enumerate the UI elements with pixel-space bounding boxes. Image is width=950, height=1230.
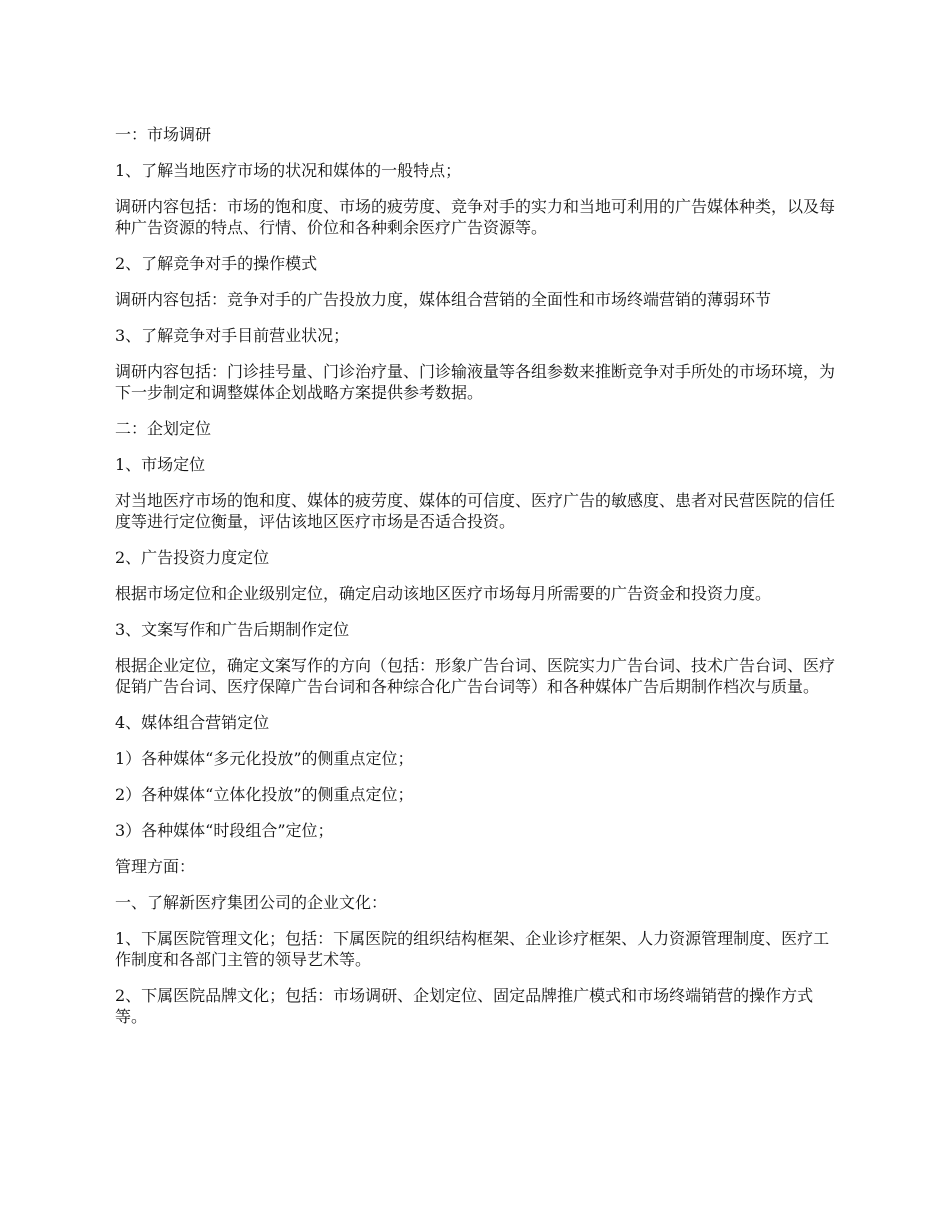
paragraph-copywriting-body: 根据企业定位，确定文案写作的方向（包括：形象广告台词、医院实力广告台词、技术广告台词、医疗促销广告台词、医疗保障广告台词和各种综合化广告台词等）和各种媒体广告后期制作档次与质量。 [115,656,836,696]
paragraph-corporate-culture: 一、了解新医疗集团公司的企业文化： [115,893,388,912]
paragraph-brand-culture: 2、下属医院品牌文化；包括：市场调研、企划定位、固定品牌推广模式和市场终端销营的操作方式等。 [115,986,814,1026]
paragraph-item-2: 2、了解竞争对手的操作模式 [115,254,318,273]
paragraph-research-content-1: 调研内容包括：市场的饱和度、市场的疲劳度、竞争对手的实力和当地可利用的广告媒体种类，以及每种广告资源的特点、行情、价位和各种剩余医疗广告资源等。 [115,197,836,237]
section-heading-planning-positioning: 二：企划定位 [115,419,212,438]
section-heading-market-research: 一：市场调研 [115,125,212,144]
paragraph-market-positioning-body: 对当地医疗市场的饱和度、媒体的疲劳度、媒体的可信度、医疗广告的敏感度、患者对民营医院的信任度等进行定位衡量，评估该地区医疗市场是否适合投资。 [115,491,836,531]
paragraph-management-culture: 1、下属医院管理文化；包括：下属医院的组织结构框架、企业诊疗框架、人力资源管理制度、医疗工作制度和各部门主管的领导艺术等。 [115,929,830,969]
paragraph-item-3: 3、了解竞争对手目前营业状况； [115,326,350,345]
paragraph-ad-investment-body: 根据市场定位和企业级别定位，确定启动该地区医疗市场每月所需要的广告资金和投资力度。 [115,584,772,603]
paragraph-research-content-3: 调研内容包括：门诊挂号量、门诊治疗量、门诊输液量等各组参数来推断竞争对手所处的市场环境，为下一步制定和调整媒体企划战略方案提供参考数据。 [115,362,836,402]
paragraph-research-content-2: 调研内容包括：竞争对手的广告投放力度，媒体组合营销的全面性和市场终端营销的薄弱环节 [115,290,772,309]
section-heading-management: 管理方面： [115,857,196,876]
document-body [115,124,845,1042]
paragraph-copywriting: 3、文案写作和广告后期制作定位 [115,620,350,639]
paragraph-market-positioning: 1、市场定位 [115,455,206,474]
paragraph-media-mix-1: 1）各种媒体“多元化投放”的侧重点定位； [115,749,414,768]
paragraph-ad-investment: 2、广告投资力度定位 [115,548,270,567]
paragraph-item-1: 1、了解当地医疗市场的状况和媒体的一般特点； [115,161,462,180]
paragraph-media-mix: 4、媒体组合营销定位 [115,713,270,732]
paragraph-media-mix-2: 2）各种媒体“立体化投放”的侧重点定位； [115,785,414,804]
paragraph-media-mix-3: 3）各种媒体“时段组合”定位； [115,821,334,840]
